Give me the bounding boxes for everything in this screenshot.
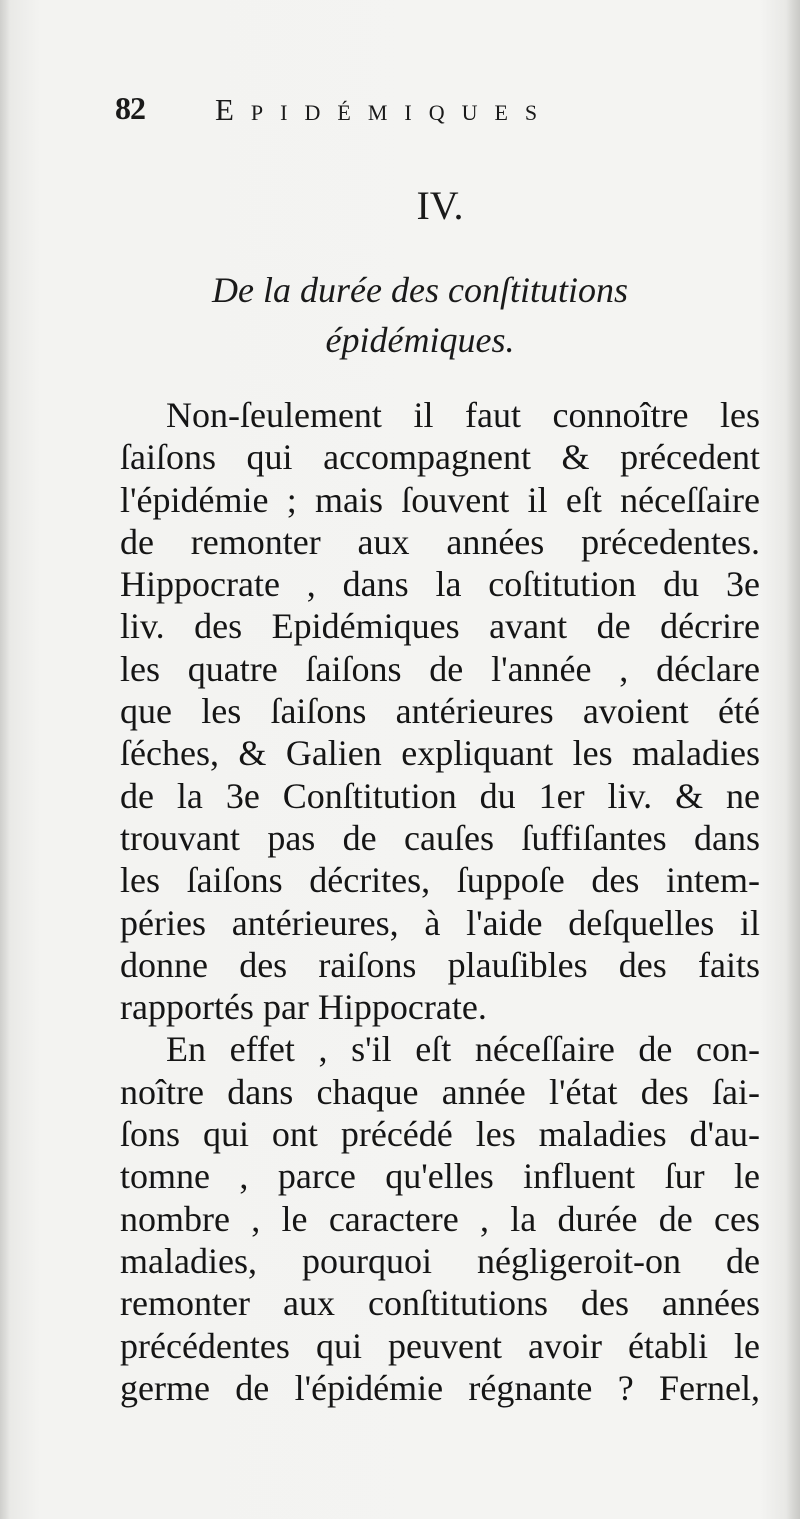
body-line: ſaiſons qui accompagnent & précedent (120, 437, 760, 478)
body-line: Non-ſeulement il faut connoître les (166, 395, 760, 435)
body-line: maladies, pourquoi négligeroit-on de (120, 1240, 760, 1281)
body-line: noître dans chaque année l'état des ſai- (120, 1071, 760, 1112)
body-line: les ſaiſons décrites, ſuppoſe des intem- (120, 860, 760, 901)
page-number: 82 (115, 90, 145, 126)
running-head (115, 90, 675, 140)
body-line: tomne , parce qu'elles influent ſur le (120, 1156, 760, 1197)
body-line: germe de l'épidémie régnante ? Fernel, (120, 1367, 760, 1408)
body-line: de remonter aux années précedentes. (120, 521, 760, 562)
body-line: ſéches, & Galien expliquant les maladies (120, 733, 760, 774)
body-line: remonter aux conſtitutions des années (120, 1283, 760, 1324)
body-line: En effet , s'il eſt néceſſaire de con- (166, 1029, 760, 1070)
body-line: l'épidémie ; mais ſouvent il eſt néceſſaire (120, 479, 760, 520)
body-line: Hippocrate , dans la coſtitution du 3e (120, 564, 760, 605)
body-line: de la 3e Conſtitution du 1er liv. & ne (120, 775, 760, 816)
body-line: nombre , le caractere , la durée de ces (120, 1198, 760, 1239)
body-line: que les ſaiſons antérieures avoient été (120, 691, 760, 732)
running-title: Epidémiques (215, 92, 555, 127)
body-line: donne des raiſons plauſibles des faits (120, 944, 760, 985)
body-line: ſons qui ont précédé les maladies d'au- (120, 1114, 760, 1155)
body-text (120, 394, 760, 1409)
body-line: péries antérieures, à l'aide deſquelles il (120, 902, 760, 943)
body-line: précédentes qui peuvent avoir établi le (120, 1325, 760, 1366)
body-line: les quatre ſaiſons de l'année , déclare (120, 648, 760, 689)
section-number: IV. (416, 183, 464, 228)
body-line: trouvant pas de cauſes ſuffiſantes dans (120, 817, 760, 858)
body-line: liv. des Epidémiques avant de décrire (120, 606, 760, 647)
section-heading-line-2: épidémiques. (325, 320, 515, 360)
body-line: rapportés par Hippocrate. (120, 987, 487, 1028)
section-heading-line-1: De la durée des conſtitutions (212, 270, 628, 310)
section-heading (100, 265, 740, 365)
